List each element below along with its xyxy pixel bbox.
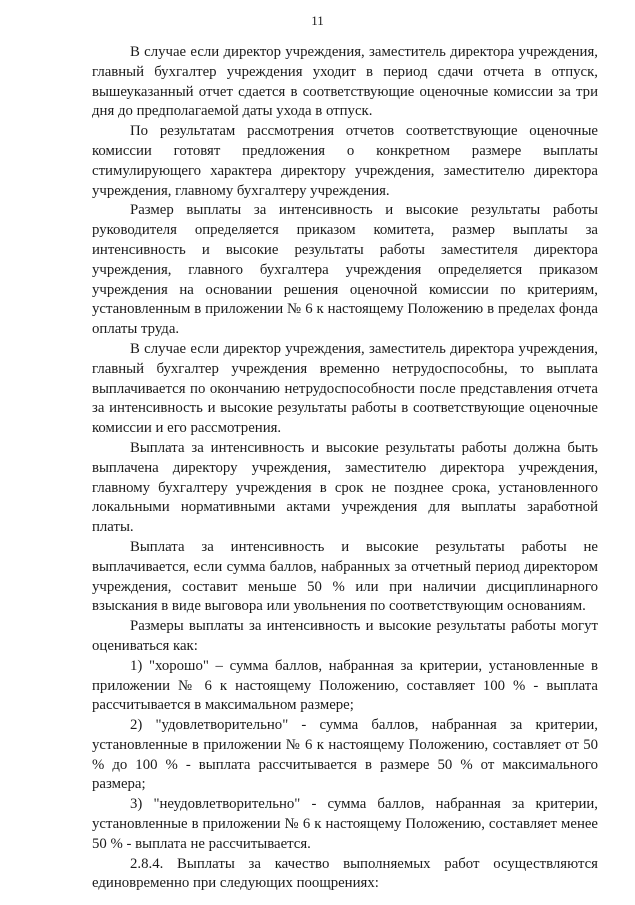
document-body bbox=[92, 43, 598, 894]
paragraph-evaluation-intro: Размеры выплаты за интенсивность и высокие результаты работы могут оцениваться как: bbox=[92, 618, 598, 654]
list-item-good: 1) "хорошо" – сумма баллов, набранная за критерии, установленные в приложении № 6 к настоящему Положению, составляет 100 % - выплата рассчитывается в максимальном размере; bbox=[92, 657, 598, 714]
paragraph-payment-not-paid: Выплата за интенсивность и высокие результаты работы не выплачивается, если сумма баллов, набранных за отчетный период директором учреждения, составит меньше 50 % или при наличии дисциплинарного взыскания в виде выговора или увольнения по соответствующим основаниям. bbox=[92, 538, 598, 615]
paragraph-payment-deadline: Выплата за интенсивность и высокие результаты работы должна быть выплачена директору учреждения, заместителю директора учреждения, главному бухгалтеру учреждения в срок не позднее срока, установленного локальными нормативными актами учреждения для выплаты заработной платы. bbox=[92, 439, 598, 536]
section-2-8-4: 2.8.4. Выплаты за качество выполняемых работ осуществляются единовременно при следующих поощрениях: bbox=[92, 855, 598, 892]
list-item-satisfactory: 2) "удовлетворительно" - сумма баллов, набранная за критерии, установленные в приложении № 6 к настоящему Положению, составляет от 50 % до 100 % - выплата рассчитывается в размере 50 % от максимального размера; bbox=[92, 717, 598, 793]
paragraph-commission-proposals: По результатам рассмотрения отчетов соответствующие оценочные комиссии готовят предложения о конкретном размере выплаты стимулирующего характера директору учреждения, заместителю директора учреждения, главному бухгалтеру учреждения. bbox=[92, 123, 598, 199]
page-number: 11 bbox=[311, 13, 324, 28]
list-item-unsatisfactory: 3) "неудовлетворительно" - сумма баллов, набранная за критерии, установленные в приложении № 6 к настоящему Положению, составляет менее 50 % - выплата не рассчитывается. bbox=[92, 796, 598, 852]
paragraph-temporary-disability: В случае если директор учреждения, заместитель директора учреждения, главный бухгалтер учреждения временно нетрудоспособны, то выплата выплачивается по окончанию нетрудоспособности после представления отчета за интенсивность и высокие результаты работы в соответствующие оценочные комиссии и его рассмотрения. bbox=[92, 340, 598, 437]
paragraph-payment-amount: Размер выплаты за интенсивность и высокие результаты работы руководителя определяется приказом комитета, размер выплаты за интенсивность и высокие результаты работы заместителя директора учреждения, главного бухгалтера учреждения определяется приказом учреждения на основании решения оценочной комиссии по критериям, установленным в приложении № 6 к настоящему Положению в пределах фонда оплаты труда. bbox=[92, 202, 598, 338]
paragraph-vacation-report: В случае если директор учреждения, заместитель директора учреждения, главный бухгалтер учреждения уходит в период сдачи отчета в отпуск, вышеуказанный отчет сдается в соответствующие оценочные комиссии за три дня до предполагаемой даты ухода в отпуск. bbox=[92, 44, 598, 120]
